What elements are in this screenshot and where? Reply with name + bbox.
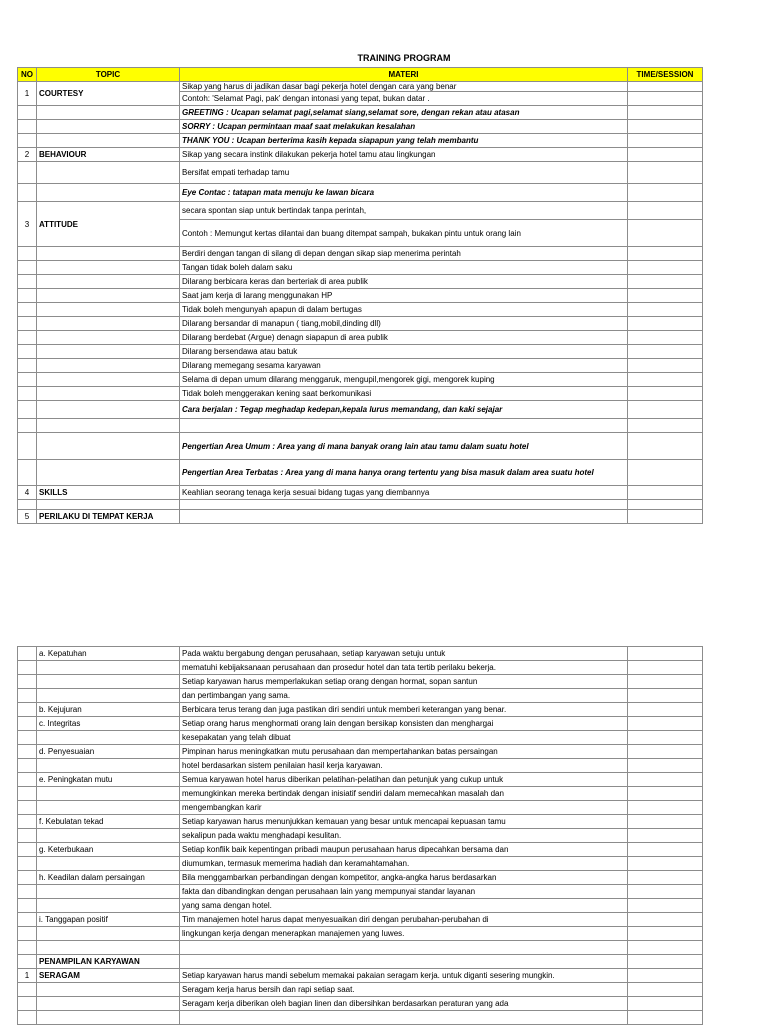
- row-materi: Cara berjalan : Tegap meghadap kedepan,kepala lurus memandang, dan kaki sejajar: [180, 401, 628, 419]
- row-materi: THANK YOU : Ucapan berterima kasih kepada siapapun yang telah membantu: [180, 134, 628, 148]
- row-topic: [37, 661, 180, 675]
- table-row: [18, 941, 703, 955]
- table-row: [18, 401, 703, 419]
- table-row: [18, 202, 703, 220]
- row-materi: Contoh: 'Selamat Pagi, pak' dengan intonasi yang tepat, bukan datar .: [180, 92, 628, 106]
- row-no: 4: [18, 486, 37, 500]
- table-row: [18, 899, 703, 913]
- row-materi: Pada waktu bergabung dengan perusahaan, setiap karyawan setuju untuk: [180, 647, 628, 661]
- row-topic: [37, 857, 180, 871]
- row-time[interactable]: [628, 500, 703, 510]
- row-time[interactable]: [628, 261, 703, 275]
- table-row: [18, 317, 703, 331]
- table-row: [18, 829, 703, 843]
- row-time[interactable]: [628, 899, 703, 913]
- table-row: [18, 773, 703, 787]
- table-row: [18, 261, 703, 275]
- row-topic: [37, 899, 180, 913]
- table-row: [18, 134, 703, 148]
- table-row: [18, 927, 703, 941]
- row-materi: [180, 941, 628, 955]
- row-time[interactable]: [628, 941, 703, 955]
- row-topic: PENAMPILAN KARYAWAN: [37, 955, 180, 969]
- table-row: [18, 120, 703, 134]
- row-no: [18, 899, 37, 913]
- table-row: [18, 345, 703, 359]
- table-row: [18, 871, 703, 885]
- row-no: [18, 955, 37, 969]
- row-topic: [37, 997, 180, 1011]
- row-materi: sekalipun pada waktu menghadapi kesulitan.: [180, 829, 628, 843]
- row-no: [18, 731, 37, 745]
- row-topic: h. Keadilan dalam persaingan: [37, 871, 180, 885]
- row-time[interactable]: [628, 162, 703, 184]
- row-time[interactable]: [628, 247, 703, 261]
- row-time[interactable]: [628, 857, 703, 871]
- row-time[interactable]: [628, 885, 703, 899]
- table-row: [18, 510, 703, 524]
- row-materi: diumumkan, termasuk memerima hadiah dan keramahtamahan.: [180, 857, 628, 871]
- row-topic: g. Keterbukaan: [37, 843, 180, 857]
- table-row: [18, 162, 703, 184]
- row-no: 1: [18, 82, 37, 106]
- row-materi: Setiap karyawan harus menunjukkan kemauan yang besar untuk mencapai kepuasan tamu: [180, 815, 628, 829]
- row-topic: SERAGAM: [37, 969, 180, 983]
- row-no: [18, 703, 37, 717]
- row-time[interactable]: [628, 997, 703, 1011]
- row-topic: COURTESY: [37, 82, 180, 106]
- row-no: [18, 787, 37, 801]
- row-no: [18, 885, 37, 899]
- row-materi: Sikap yang secara instink dilakukan pekerja hotel tamu atau lingkungan: [180, 148, 628, 162]
- row-materi: Seragam kerja harus bersih dan rapi setiap saat.: [180, 983, 628, 997]
- row-no: 2: [18, 148, 37, 162]
- row-topic: d. Penyesuaian: [37, 745, 180, 759]
- row-time[interactable]: [628, 387, 703, 401]
- table-row: [18, 703, 703, 717]
- row-time[interactable]: [628, 433, 703, 460]
- row-materi: Berbicara terus terang dan juga pastikan diri sendiri untuk memberi keterangan yang benar.: [180, 703, 628, 717]
- row-topic: [37, 885, 180, 899]
- workplace-behaviour-table: [17, 646, 703, 1025]
- row-no: [18, 661, 37, 675]
- row-no: [18, 927, 37, 941]
- row-materi: Tim manajemen hotel harus dapat menyesuaikan diri dengan perubahan-perubahan di: [180, 913, 628, 927]
- table-row: [18, 106, 703, 120]
- row-materi: Setiap karyawan harus memperlakukan setiap orang dengan hormat, sopan santun: [180, 675, 628, 689]
- table-row: [18, 857, 703, 871]
- row-no: [18, 717, 37, 731]
- row-no: [18, 871, 37, 885]
- table-row: [18, 885, 703, 899]
- header-topic: TOPIC: [37, 68, 180, 82]
- row-materi: hotel berdasarkan sistem penilaian hasil kerja karyawan.: [180, 759, 628, 773]
- row-topic: c. Integritas: [37, 717, 180, 731]
- row-time[interactable]: [628, 317, 703, 331]
- table-row: [18, 460, 703, 486]
- row-time[interactable]: [628, 983, 703, 997]
- row-time[interactable]: [628, 303, 703, 317]
- header-materi: MATERI: [180, 68, 628, 82]
- row-time[interactable]: [628, 731, 703, 745]
- row-no: [18, 675, 37, 689]
- table-row: [18, 275, 703, 289]
- row-materi: Bila menggambarkan perbandingan dengan kompetitor, angka-angka harus berdasarkan: [180, 871, 628, 885]
- row-time[interactable]: [628, 419, 703, 433]
- row-no: [18, 843, 37, 857]
- row-time[interactable]: [628, 275, 703, 289]
- row-no: [18, 857, 37, 871]
- row-time[interactable]: [628, 401, 703, 419]
- row-time[interactable]: [628, 843, 703, 857]
- row-materi: Pengertian Area Umum : Area yang di mana banyak orang lain atau tamu dalam suatu hotel: [180, 433, 628, 460]
- row-materi: fakta dan dibandingkan dengan perusahaan lain yang mempunyai standar layanan: [180, 885, 628, 899]
- table-row: [18, 745, 703, 759]
- row-no: [18, 829, 37, 843]
- row-materi: Pimpinan harus meningkatkan mutu perusahaan dan mempertahankan batas persaingan: [180, 745, 628, 759]
- row-materi: Dilarang memegang sesama karyawan: [180, 359, 628, 373]
- row-time[interactable]: [628, 184, 703, 202]
- row-time[interactable]: [628, 460, 703, 486]
- table-row: [18, 955, 703, 969]
- row-topic: [37, 983, 180, 997]
- row-materi: Seragam kerja diberikan oleh bagian linen dan dibersihkan berdasarkan peraturan yang ada: [180, 997, 628, 1011]
- row-no: [18, 773, 37, 787]
- row-topic: [37, 927, 180, 941]
- row-no: [18, 913, 37, 927]
- row-no: 3: [18, 202, 37, 247]
- row-materi: [180, 500, 628, 510]
- row-materi: Tidak boleh menggerakan kening saat berkomunikasi: [180, 387, 628, 401]
- table-row: [18, 247, 703, 261]
- row-materi: Sikap yang harus di jadikan dasar bagi pekerja hotel dengan cara yang benar: [180, 82, 628, 92]
- row-topic: a. Kepatuhan: [37, 647, 180, 661]
- row-materi: kesepakatan yang telah dibuat: [180, 731, 628, 745]
- row-time[interactable]: [628, 359, 703, 373]
- row-time[interactable]: [628, 913, 703, 927]
- row-time[interactable]: [628, 773, 703, 787]
- row-time[interactable]: [628, 689, 703, 703]
- row-materi: dan pertimbangan yang sama.: [180, 689, 628, 703]
- row-topic: BEHAVIOUR: [37, 148, 180, 162]
- table-header-row: [18, 68, 703, 82]
- table-row: [18, 1011, 703, 1025]
- table-row: [18, 801, 703, 815]
- row-no: 5: [18, 510, 37, 524]
- row-topic: [37, 829, 180, 843]
- row-time[interactable]: [628, 92, 703, 106]
- row-no: [18, 745, 37, 759]
- row-time[interactable]: [628, 969, 703, 983]
- row-time[interactable]: [628, 1011, 703, 1025]
- row-time[interactable]: [628, 801, 703, 815]
- row-no: [18, 997, 37, 1011]
- table-row: [18, 815, 703, 829]
- row-time[interactable]: [628, 927, 703, 941]
- row-materi: Semua karyawan hotel harus diberikan pelatihan-pelatihan dan petunjuk yang cukup untuk: [180, 773, 628, 787]
- table-row: [18, 500, 703, 510]
- row-topic: ATTITUDE: [37, 202, 180, 247]
- row-topic: [37, 689, 180, 703]
- row-materi: Tidak boleh mengunyah apapun di dalam bertugas: [180, 303, 628, 317]
- row-no: [18, 759, 37, 773]
- table-row: [18, 303, 703, 317]
- table-row: [18, 969, 703, 983]
- row-materi: [180, 1011, 628, 1025]
- row-time[interactable]: [628, 815, 703, 829]
- table-row: [18, 373, 703, 387]
- table-row: [18, 433, 703, 460]
- row-materi: memungkinkan mereka bertindak dengan inisiatif sendiri dalam memecahkan masalah dan: [180, 787, 628, 801]
- header-no: NO: [18, 68, 37, 82]
- row-topic: [37, 787, 180, 801]
- row-materi: Bersifat empati terhadap tamu: [180, 162, 628, 184]
- header-time-session: TIME/SESSION: [628, 68, 703, 82]
- row-materi: Dilarang berbicara keras dan berteriak di area publik: [180, 275, 628, 289]
- row-time[interactable]: [628, 148, 703, 162]
- table-row: [18, 661, 703, 675]
- row-time[interactable]: [628, 661, 703, 675]
- row-time[interactable]: [628, 220, 703, 247]
- table-row: [18, 675, 703, 689]
- row-time[interactable]: [628, 373, 703, 387]
- table-row: [18, 486, 703, 500]
- row-no: [18, 983, 37, 997]
- row-materi: Setiap konflik baik kepentingan pribadi maupun perusahaan harus dipecahkan bersama dan: [180, 843, 628, 857]
- row-time[interactable]: [628, 955, 703, 969]
- row-topic: SKILLS: [37, 486, 180, 500]
- row-time[interactable]: [628, 120, 703, 134]
- row-time[interactable]: [628, 510, 703, 524]
- table-row: [18, 717, 703, 731]
- row-time[interactable]: [628, 289, 703, 303]
- row-materi: SORRY : Ucapan permintaan maaf saat melakukan kesalahan: [180, 120, 628, 134]
- row-time[interactable]: [628, 745, 703, 759]
- row-topic: b. Kejujuran: [37, 703, 180, 717]
- table-row: [18, 759, 703, 773]
- table-row: [18, 184, 703, 202]
- row-no: [18, 815, 37, 829]
- document-title: TRAINING PROGRAM: [357, 53, 451, 63]
- row-topic: f. Kebulatan tekad: [37, 815, 180, 829]
- row-topic: [37, 941, 180, 955]
- row-time[interactable]: [628, 202, 703, 220]
- row-topic: [37, 1011, 180, 1025]
- row-time[interactable]: [628, 331, 703, 345]
- table-row: [18, 689, 703, 703]
- row-time[interactable]: [628, 486, 703, 500]
- row-materi: [180, 955, 628, 969]
- row-materi: Dilarang bersandar di manapun ( tiang,mobil,dinding dll): [180, 317, 628, 331]
- row-materi: Tangan tidak boleh dalam saku: [180, 261, 628, 275]
- row-time[interactable]: [628, 647, 703, 661]
- row-topic: [37, 675, 180, 689]
- row-no: [18, 801, 37, 815]
- row-materi: Selama di depan umum dilarang menggaruk, mengupil,mengorek gigi, mengorek kuping: [180, 373, 628, 387]
- row-materi: Saat jam kerja di larang menggunakan HP: [180, 289, 628, 303]
- row-materi: mengembangkan karir: [180, 801, 628, 815]
- row-no: 1: [18, 969, 37, 983]
- row-materi: Dilarang bersendawa atau batuk: [180, 345, 628, 359]
- row-time[interactable]: [628, 759, 703, 773]
- row-no: [18, 941, 37, 955]
- row-time[interactable]: [628, 703, 703, 717]
- row-materi: yang sama dengan hotel.: [180, 899, 628, 913]
- row-no: [18, 647, 37, 661]
- row-materi: [180, 510, 628, 524]
- row-no: [18, 1011, 37, 1025]
- row-time[interactable]: [628, 675, 703, 689]
- row-materi: Berdiri dengan tangan di silang di depan dengan sikap siap menerima perintah: [180, 247, 628, 261]
- row-time[interactable]: [628, 134, 703, 148]
- table-row: [18, 983, 703, 997]
- table-row: [18, 731, 703, 745]
- row-topic: i. Tanggapan positif: [37, 913, 180, 927]
- table-row: [18, 419, 703, 433]
- row-time[interactable]: [628, 106, 703, 120]
- row-no: [18, 689, 37, 703]
- row-time[interactable]: [628, 871, 703, 885]
- row-materi: mematuhi kebijaksanaan perusahaan dan prosedur hotel dan tata tertib perilaku bekerja.: [180, 661, 628, 675]
- row-time[interactable]: [628, 787, 703, 801]
- table-row: [18, 82, 703, 92]
- row-materi: Contoh : Memungut kertas dilantai dan buang ditempat sampah, bukakan pintu untuk orang lain: [180, 220, 628, 247]
- row-materi: Keahlian seorang tenaga kerja sesuai bidang tugas yang diembannya: [180, 486, 628, 500]
- table-row: [18, 843, 703, 857]
- row-topic: PERILAKU DI TEMPAT KERJA: [37, 510, 180, 524]
- table-row: [18, 913, 703, 927]
- row-time[interactable]: [628, 82, 703, 92]
- row-materi: [180, 419, 628, 433]
- table-row: [18, 997, 703, 1011]
- table-row: [18, 787, 703, 801]
- row-time[interactable]: [628, 829, 703, 843]
- row-time[interactable]: [628, 717, 703, 731]
- row-topic: [37, 731, 180, 745]
- table-row: [18, 148, 703, 162]
- row-topic: [37, 759, 180, 773]
- table-row: [18, 387, 703, 401]
- table-row: [18, 359, 703, 373]
- row-materi: GREETING : Ucapan selamat pagi,selamat siang,selamat sore, dengan rekan atau atasan: [180, 106, 628, 120]
- row-materi: lingkungan kerja dengan menerapkan manajemen yang luwes.: [180, 927, 628, 941]
- row-topic: [37, 801, 180, 815]
- row-materi: Setiap karyawan harus mandi sebelum memakai pakaian seragam kerja. untuk diganti sesering mungkin.: [180, 969, 628, 983]
- table-row: [18, 647, 703, 661]
- row-materi: Setiap orang harus menghormati orang lain dengan bersikap konsisten dan menghargai: [180, 717, 628, 731]
- row-materi: Eye Contac : tatapan mata menuju ke lawan bicara: [180, 184, 628, 202]
- row-materi: secara spontan siap untuk bertindak tanpa perintah,: [180, 202, 628, 220]
- training-program-table: [17, 67, 703, 524]
- row-materi: Dilarang berdebat (Argue) denagn siapapun di area publik: [180, 331, 628, 345]
- table-row: [18, 331, 703, 345]
- row-topic: e. Peningkatan mutu: [37, 773, 180, 787]
- row-time[interactable]: [628, 345, 703, 359]
- row-materi: Pengertian Area Terbatas : Area yang di mana hanya orang tertentu yang bisa masuk dalam area suatu hotel: [180, 460, 628, 486]
- table-row: [18, 289, 703, 303]
